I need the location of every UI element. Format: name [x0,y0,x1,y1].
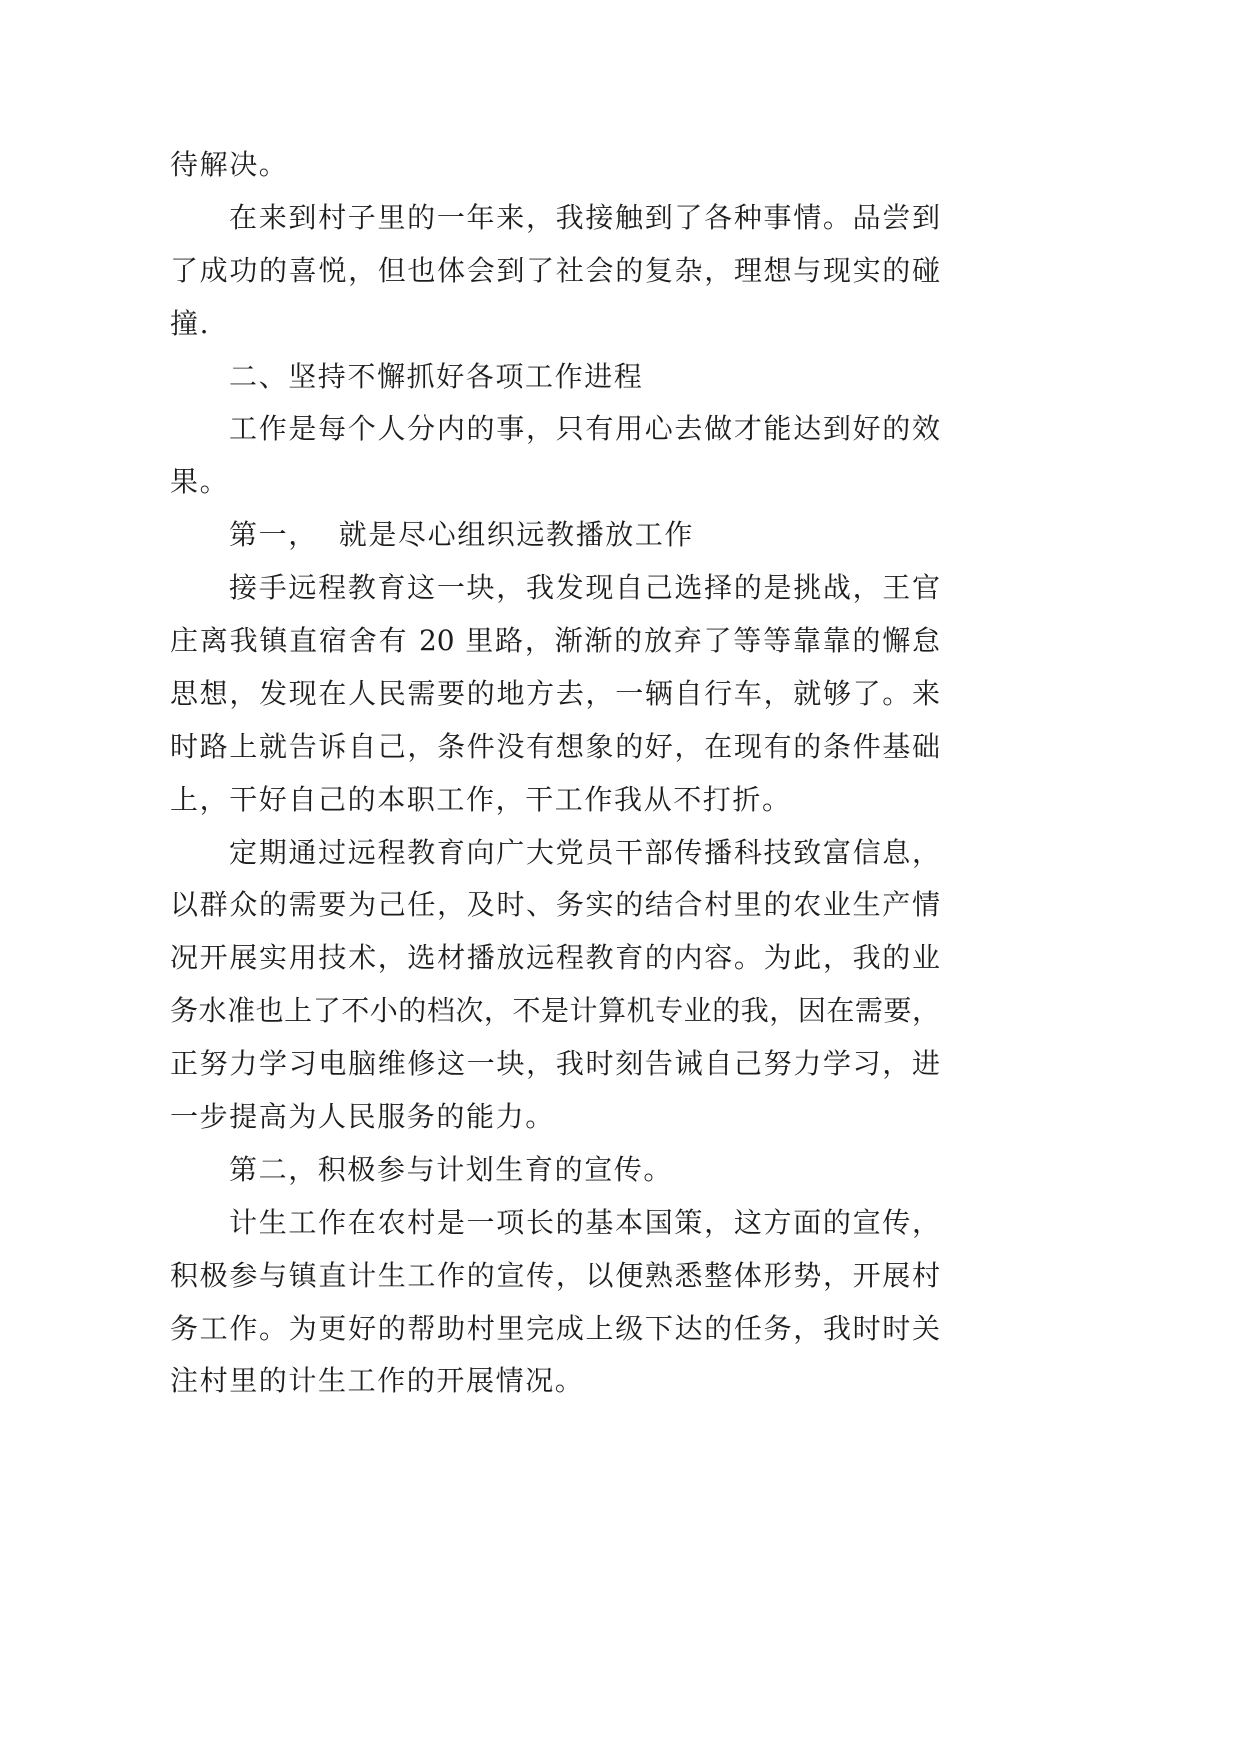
paragraph [170,192,940,351]
paragraph-line: 一步提高为人民服务的能力。 [170,1100,555,1134]
paragraph-line: 况开展实用技术，选材播放远程教育的内容。为此，我的业 [170,941,940,975]
paragraph [170,562,940,826]
paragraph-line: 积极参与镇直计生工作的宣传，以便熟悉整体形势，开展村 [170,1258,940,1292]
paragraph-line: 了成功的喜悦，但也体会到了社会的复杂，理想与现实的碰 [170,253,940,287]
paragraph [170,403,940,509]
paragraph-line: 定期通过远程教育向广大党员干部传播科技致富信息， [229,835,940,869]
paragraph-line: 果。 [170,465,230,499]
paragraph-line: 庄离我镇直宿舍有 20 里路，渐渐的放弃了等等靠靠的懈怠 [170,624,940,658]
paragraph-line: 正努力学习电脑维修这一块，我时刻告诫自己努力学习，进 [170,1047,940,1081]
subsection-heading [170,509,940,562]
paragraph-line: 计生工作在农村是一项长的基本国策，这方面的宣传， [229,1205,940,1239]
paragraph [170,827,940,1144]
paragraph-line: 务水准也上了不小的档次，不是计算机专业的我，因在需要， [170,994,940,1028]
paragraph-line: 时路上就告诉自己，条件没有想象的好，在现有的条件基础 [170,729,940,763]
paragraph-line: 思想，发现在人民需要的地方去，一辆自行车，就够了。来 [170,676,940,710]
paragraph-line: 注村里的计生工作的开展情况。 [170,1364,585,1398]
paragraph-line: 接手远程教育这一块，我发现自己选择的是挑战，王官 [229,571,940,605]
section-heading [170,351,940,404]
paragraph-continuation [170,139,940,192]
paragraph-line: 务工作。为更好的帮助村里完成上级下达的任务，我时时关 [170,1311,940,1345]
paragraph-line: 待解决。 [170,148,289,181]
section-heading-text: 二、坚持不懈抓好各项工作进程 [229,359,644,393]
paragraph-line: 上，干好自己的本职工作，干工作我从不打折。 [170,782,792,816]
document-body [170,139,940,1408]
paragraph-line: 以群众的需要为己任，及时、务实的结合村里的农业生产情 [170,888,940,922]
subsection-heading-text: 第二，积极参与计划生育的宣传。 [229,1152,674,1186]
subsection-heading-text: 第一， 就是尽心组织远教播放工作 [229,518,695,552]
subsection-heading [170,1144,940,1197]
paragraph-line: 撞. [170,306,211,340]
paragraph-line: 在来到村子里的一年来，我接触到了各种事情。品尝到 [229,200,940,234]
paragraph-line: 工作是每个人分内的事，只有用心去做才能达到好的效 [229,412,940,446]
paragraph [170,1197,940,1409]
